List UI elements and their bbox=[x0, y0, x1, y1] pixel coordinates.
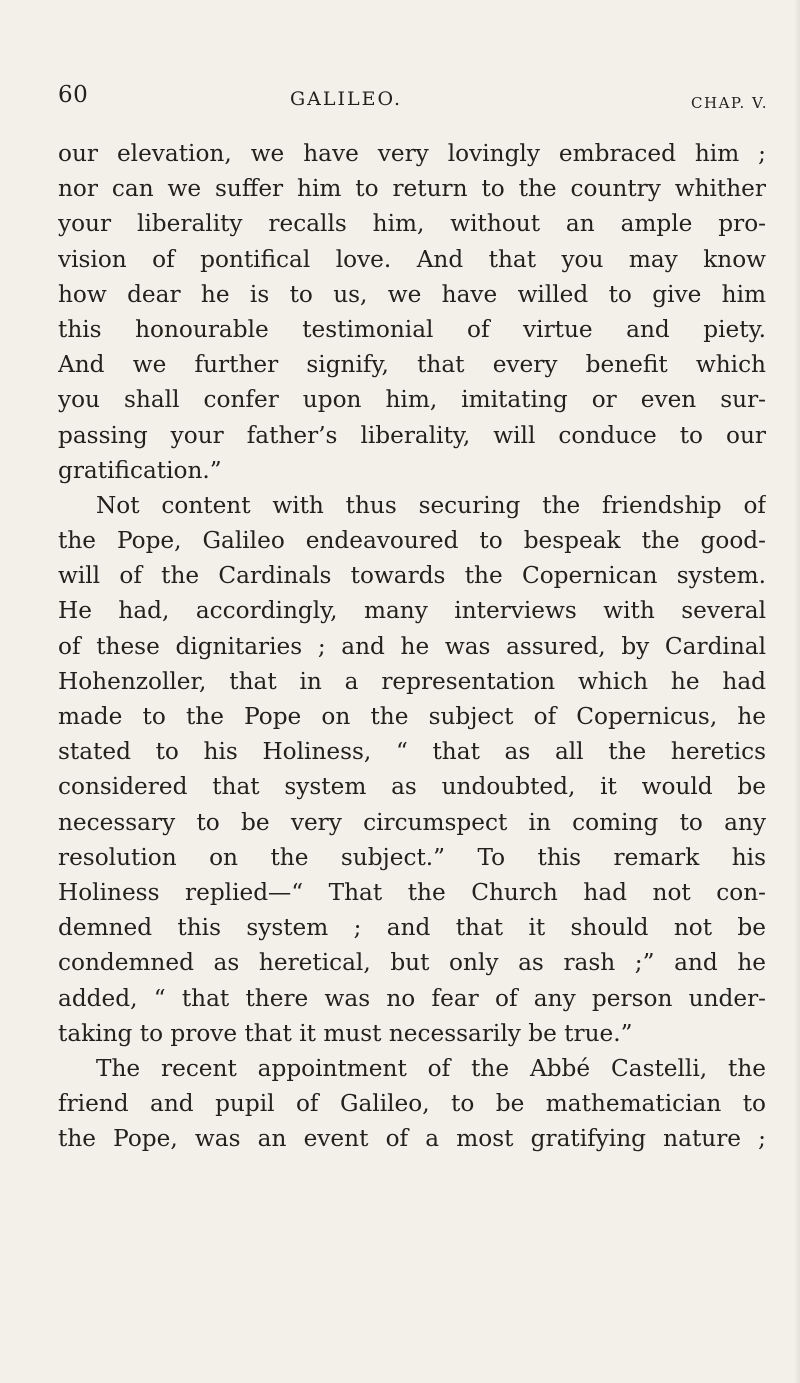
paragraph bbox=[58, 136, 766, 488]
text-line: stated to his Holiness, “ that as all the heretics bbox=[58, 738, 766, 766]
text-line: made to the Pope on the subject of Copernicus, he bbox=[58, 703, 766, 730]
body-text bbox=[58, 136, 766, 1156]
text-line: Holiness replied—“ That the Church had not con- bbox=[58, 878, 766, 906]
page-edge-shadow bbox=[794, 0, 800, 1383]
text-line: necessary to be very circumspect in coming to any bbox=[58, 808, 766, 836]
text-line: The recent appointment of the Abbé Castelli, the bbox=[96, 1054, 766, 1082]
text-line: will of the Cardinals towards the Copernican system. bbox=[58, 562, 766, 590]
text-line: added, “ that there was no fear of any person under- bbox=[58, 984, 766, 1012]
running-title: GALILEO. bbox=[290, 88, 403, 110]
page-number: 60 bbox=[58, 82, 89, 108]
text-line: of these dignitaries ; and he was assured, by Cardinal bbox=[58, 632, 766, 660]
text-line: considered that system as undoubted, it would be bbox=[58, 773, 766, 801]
text-line: this honourable testimonial of virtue and piety. bbox=[58, 315, 766, 343]
chapter-label: CHAP. V. bbox=[691, 94, 768, 112]
paragraph bbox=[58, 488, 766, 1051]
text-line: how dear he is to us, we have willed to give him bbox=[58, 280, 766, 308]
text-line: Not content with thus securing the friendship of bbox=[96, 491, 766, 519]
text-line: He had, accordingly, many interviews with several bbox=[58, 597, 766, 625]
text-line: the Pope, Galileo endeavoured to bespeak the good- bbox=[58, 527, 766, 555]
text-line: resolution on the subject.” To this remark his bbox=[58, 843, 766, 871]
text-line: friend and pupil of Galileo, to be mathematician to bbox=[58, 1090, 766, 1118]
text-line: And we further signify, that every benefit which bbox=[58, 351, 766, 379]
text-line: nor can we suffer him to return to the country whither bbox=[58, 175, 766, 203]
text-line: you shall confer upon him, imitating or even sur- bbox=[58, 386, 766, 414]
running-header bbox=[58, 82, 768, 116]
text-line: the Pope, was an event of a most gratifying nature ; bbox=[58, 1125, 766, 1153]
paragraph bbox=[58, 1051, 766, 1157]
text-line: condemned as heretical, but only as rash ;” and he bbox=[58, 949, 766, 977]
text-line: demned this system ; and that it should not be bbox=[58, 914, 766, 942]
text-line: passing your father’s liberality, will conduce to our bbox=[58, 421, 766, 449]
text-line: vision of pontifical love. And that you may know bbox=[58, 245, 766, 273]
text-line: gratification.” bbox=[58, 456, 222, 484]
text-line: our elevation, we have very lovingly embraced him ; bbox=[58, 140, 766, 167]
text-line: your liberality recalls him, without an ample pro- bbox=[58, 210, 766, 238]
text-line: Hohenzoller, that in a representation which he had bbox=[58, 667, 766, 695]
text-line: taking to prove that it must necessarily be true.” bbox=[58, 1019, 633, 1047]
